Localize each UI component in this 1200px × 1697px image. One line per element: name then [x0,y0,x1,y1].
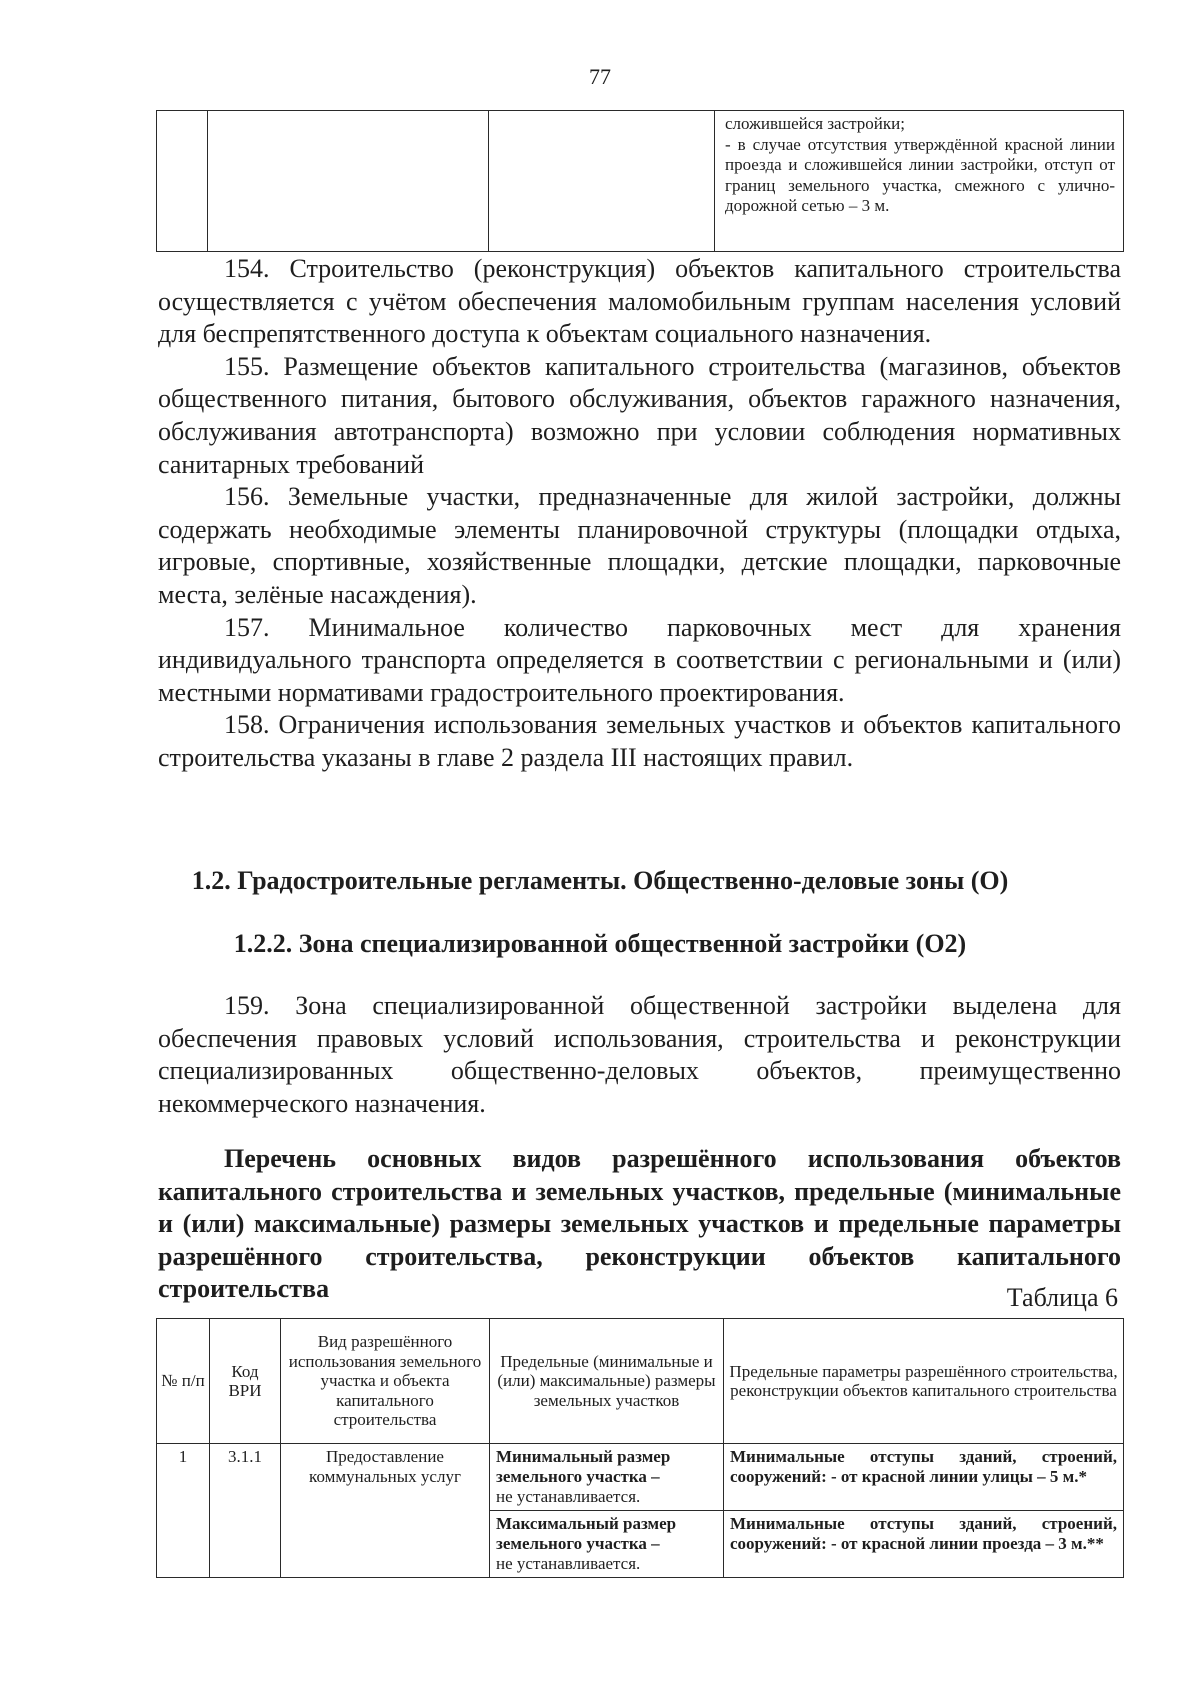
continuation-line: сложившейся застройки; [725,114,905,133]
table-header-row [157,1319,1124,1444]
continuation-line: - в случае отсутствия утверждённой красной линии проезда и сложившейся линии застройки, отступ от границ земельного участка, смежного с улично-дорожной сетью – 3 м. [725,134,1115,215]
min-size-label: Минимальный размер земельного участка – [496,1447,671,1486]
page-number: 77 [589,64,611,89]
continuation-cell-size [489,111,715,252]
max-size-label: Максимальный размер земельного участка – [496,1514,677,1553]
paragraph-155: 155. Размещение объектов капитального строительства (магазинов, объектов общественного питания, бытового обслуживания, объектов гаражного назначения, обслуживания автотранспорта) возможно при условии соблюдения нормативных санитарных требований [158,351,1121,479]
row-max-size [490,1511,724,1578]
list-title: Перечень основных видов разрешённого использования объектов капитального строительства и земельных участков, предельные (минимальные и (или) максимальные) размеры земельных участков и предельные параметры разрешённого строительства, реконструкции объектов капитального строительства [158,1144,1121,1303]
table-caption: Таблица 6 [1006,1283,1118,1312]
row-param-1: Минимальные отступы зданий, строений, сооружений: - от красной линии улицы – 5 м.* [724,1444,1124,1511]
continuation-text [715,111,1123,219]
continuation-cell-num [157,111,208,252]
row-param-2: Минимальные отступы зданий, строений, сооружений: - от красной линии проезда – 3 м.** [724,1511,1124,1578]
header-params: Предельные параметры разрешённого строительства, реконструкции объектов капитального строительства [724,1319,1124,1444]
continuation-cell-params [715,111,1124,252]
paragraph-157: 157. Минимальное количество парковочных мест для хранения индивидуального транспорта определяется в соответствии с региональными и (или) местными нормативами градостроительного проектирования. [158,612,1121,707]
row-num: 1 [157,1444,210,1578]
header-num: № п/п [157,1319,210,1444]
row-use: Предоставление коммунальных услуг [281,1444,490,1578]
paragraph-159: 159. Зона специализированной общественной застройки выделена для обеспечения правовых условий использования, строительства и реконструкции специализированных общественно-деловых объектов, преимущественно некоммерческого назначения. [158,991,1121,1118]
header-use: Вид разрешённого использования земельного участка и объекта капитального строительства [281,1319,490,1444]
paragraphs-154-158 [158,253,1121,775]
table-row [157,1444,1124,1511]
max-size-value: не устанавливается. [496,1554,641,1573]
header-code: Код ВРИ [210,1319,281,1444]
row-code: 3.1.1 [210,1444,281,1578]
regulations-table [156,1318,1124,1578]
header-sizes: Предельные (минимальные и (или) максимальные) размеры земельных участков [490,1319,724,1444]
row-min-size [490,1444,724,1511]
paragraph-159-block [158,990,1121,1120]
paragraph-156: 156. Земельные участки, предназначенные для жилой застройки, должны содержать необходимые элементы планировочной структуры (площадки отдыха, игровые, спортивные, хозяйственные площадки, детские площадки, парковочные места, зелёные насаждения). [158,482,1121,609]
paragraph-158: 158. Ограничения использования земельных участков и объектов капитального строительства указаны в главе 2 раздела III настоящих правил. [158,710,1121,772]
paragraph-154: 154. Строительство (реконструкция) объектов капитального строительства осуществляется с учётом обеспечения маломобильным группам населения условий для беспрепятственного доступа к объектам социального назначения. [158,254,1121,349]
continuation-table [156,110,1124,252]
subsection-heading: 1.2.2. Зона специализированной общественной застройки (О2) [233,929,967,958]
section-heading: 1.2. Градостроительные регламенты. Общественно-деловые зоны (О) [191,866,1009,895]
continuation-cell-use [208,111,489,252]
min-size-value: не устанавливается. [496,1487,641,1506]
